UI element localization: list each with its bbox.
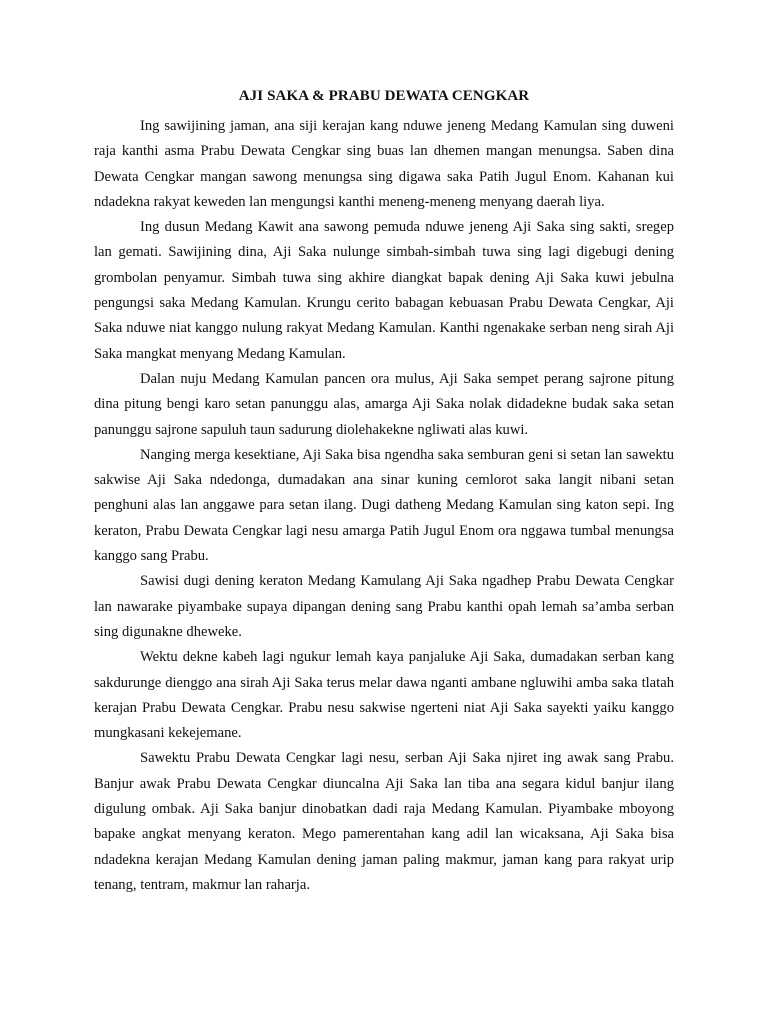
paragraph: Dalan nuju Medang Kamulan pancen ora mulus, Aji Saka sempet perang sajrone pitung dina pitung bengi karo setan panunggu alas, amarga Aji Saka nolak didadekne budak saka setan panunggu sajrone sapuluh taun sadurung diolehakekne ngliwati alas kuwi. xyxy=(94,370,674,438)
document-title: AJI SAKA & PRABU DEWATA CENGKAR xyxy=(238,88,530,104)
paragraph: Ing sawijining jaman, ana siji kerajan kang nduwe jeneng Medang Kamulan sing duweni raja kanthi asma Prabu Dewata Cengkar sing buas lan dhemen mangan menungsa. Saben dina Dewata Cengkar mangan sawong menungsa sing digawa saka Patih Jugul Enom. Kahanan kui ndadekna rakyat keweden lan mengungsi kanthi meneng-meneng menyang daerah liya. xyxy=(94,118,674,210)
paragraph: Sawektu Prabu Dewata Cengkar lagi nesu, serban Aji Saka njiret ing awak sang Prabu. Banjur awak Prabu Dewata Cengkar diuncalna Aji Saka lan tiba ana segara kidul banjur ilang digulung ombak. Aji Saka banjur dinobatkan dadi raja Medang Kamulan. Piyambake mboyong bapake angkat menyang keraton. Mego pamerentahan kang adil lan wicaksana, Aji Saka bisa ndadekna kerajan Medang Kamulan dening jaman paling makmur, jaman kang para rakyat urip tenang, tentram, makmur lan raharja. xyxy=(94,750,674,893)
paragraph: Wektu dekne kabeh lagi ngukur lemah kaya panjaluke Aji Saka, dumadakan serban kang sakdurunge dienggo ana sirah Aji Saka terus melar dawa nganti ambane ngluwihi amba saka tlatah kerajan Prabu Dewata Cengkar. Prabu nesu sakwise ngerteni niat Aji Saka sayekti yaiku kanggo mungkasani kekejemane. xyxy=(94,649,674,742)
paragraph: Nanging merga kesektiane, Aji Saka bisa ngendha saka semburan geni si setan lan sawektu sakwise Aji Saka ndedonga, dumadakan ana sinar kuning cemlorot saka langit nibani setan penghuni alas lan anggawe para setan ilang. Dugi datheng Medang Kamulan sing katon sepi. Ing keraton, Prabu Dewata Cengkar lagi nesu amarga Patih Jugul Enom ora nggawa tumbal menungsa kanggo sang Prabu. xyxy=(94,446,674,565)
paragraph: Ing dusun Medang Kawit ana sawong pemuda nduwe jeneng Aji Saka sing sakti, sregep lan gemati. Sawijining dina, Aji Saka nulunge simbah-simbah tuwa sing lagi digebugi dening grombolan penyamur. Simbah tuwa sing akhire diangkat bapak dening Aji Saka kuwi jebulna pengungsi saka Medang Kamulan. Krungu cerito babagan kebuasan Prabu Dewata Cengkar, Aji Saka nduwe niat kanggo nulung rakyat Medang Kamulan. Kanthi ngenakake serban neng sirah Aji Saka mangkat menyang Medang Kamulan. xyxy=(94,219,674,362)
document-page xyxy=(94,84,674,898)
paragraph: Sawisi dugi dening keraton Medang Kamulang Aji Saka ngadhep Prabu Dewata Cengkar lan nawarake piyambake supaya dipangan dening sang Prabu kanthi opah lemah sa’amba serban sing digunakne dheweke. xyxy=(94,573,674,640)
